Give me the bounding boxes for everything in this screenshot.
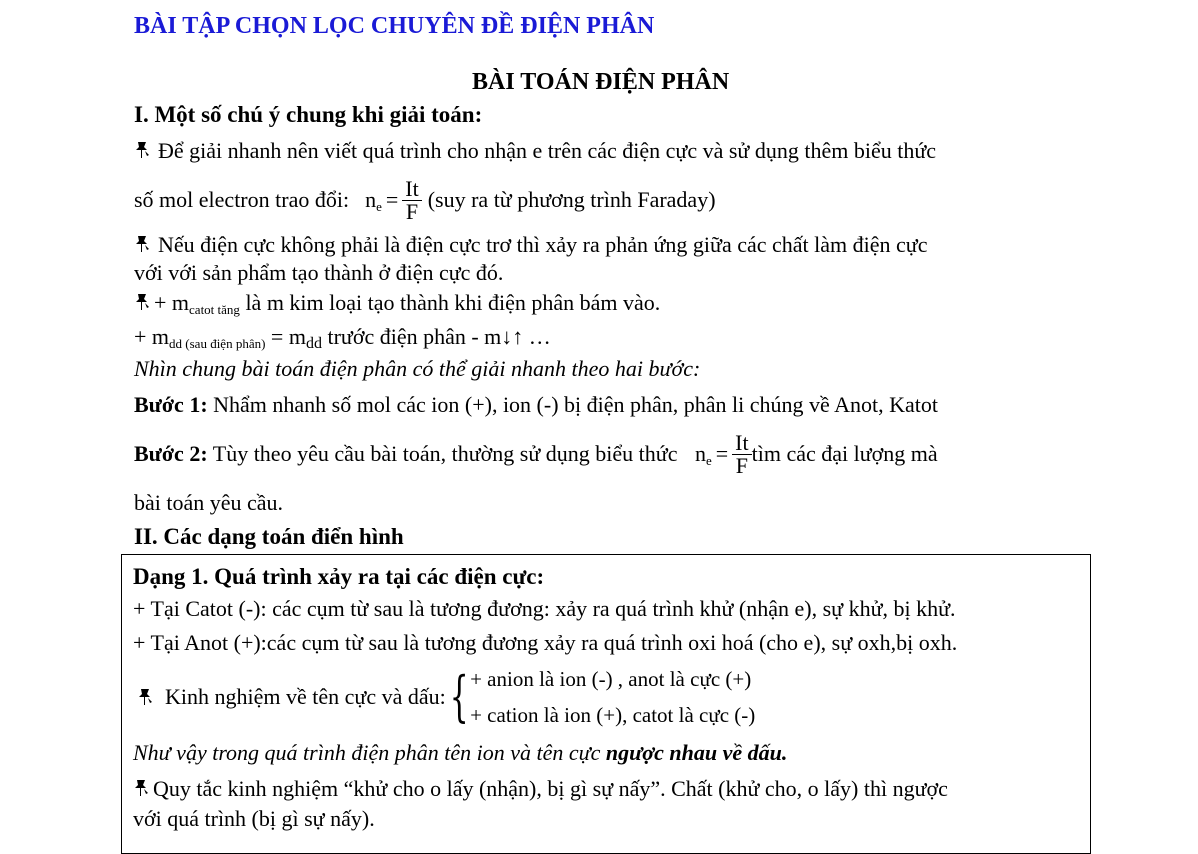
cases-block bbox=[470, 661, 755, 733]
rule-text-a: Quy tắc kinh nghiệm “khử cho o lấy (nhận), bị gì sự nấy”. Chất (khử cho, o lấy) thì ngược bbox=[153, 776, 948, 801]
pushpin-icon bbox=[133, 777, 151, 799]
box-line-experience bbox=[133, 662, 755, 732]
box-line-conclusion bbox=[133, 740, 787, 766]
section-heading-1: I. Một số chú ý chung khi giải toán: bbox=[134, 102, 483, 127]
paragraph-5: Nhìn chung bài toán điện phân có thể giải nhanh theo hai bước: bbox=[134, 356, 701, 381]
step-1-label: Bước 1: bbox=[134, 392, 208, 417]
formula-ne: $n_e$ bbox=[365, 187, 382, 214]
case-cation: + cation là ion (+), catot là cực (-) bbox=[470, 703, 756, 727]
experience-label: Kinh nghiệm về tên cực và dấu: bbox=[165, 684, 446, 709]
paragraph-1-line-1 bbox=[134, 138, 936, 164]
step-2-label: Bước 2: bbox=[134, 441, 208, 466]
formula-denominator: F bbox=[405, 198, 419, 224]
step-2 bbox=[134, 426, 938, 482]
step-1-text: Nhẩm nhanh số mol các ion (+), ion (-) bị điện phân, phân li chúng về Anot, Katot bbox=[207, 392, 938, 417]
formula-equals: = bbox=[385, 187, 399, 212]
paragraph-2-text-a: Nếu điện cực không phải là điện cực trơ thì xảy ra phản ứng giữa các chất làm điện cực bbox=[158, 232, 928, 257]
paragraph-2-line-1 bbox=[134, 232, 927, 258]
conclusion-text: Như vậy trong quá trình điện phân tên ion và tên cực bbox=[133, 740, 606, 765]
paragraph-2-line-2: với với sản phẩm tạo thành ở điện cực đó. bbox=[134, 260, 504, 285]
formula-denominator: F bbox=[735, 452, 749, 478]
p4-mid: = m bbox=[265, 324, 306, 349]
pushpin-icon bbox=[137, 686, 155, 708]
step-2-post: tìm các đại lượng mà bbox=[751, 441, 938, 466]
formula-equals: = bbox=[715, 441, 729, 466]
box-line-anot: + Tại Anot (+):các cụm từ sau là tương đương xảy ra quá trình oxi hoá (cho e), sự oxh,bị oxh. bbox=[133, 630, 958, 655]
document-header-title: BÀI TẬP CHỌN LỌC CHUYÊN ĐỀ ĐIỆN PHÂN bbox=[134, 13, 655, 39]
formula-fraction bbox=[732, 429, 751, 478]
paragraph-1-text-a: Để giải nhanh nên viết quá trình cho nhận e trên các điện cực và sử dụng thêm biểu thức bbox=[158, 138, 937, 163]
pushpin-icon bbox=[134, 139, 152, 161]
p4-subscript-1: dd (sau điện phân) bbox=[169, 336, 266, 351]
paragraph-1-text-b: số mol electron trao đổi: bbox=[134, 187, 350, 212]
box-line-rule-2: với quá trình (bị gì sự nấy). bbox=[133, 806, 375, 831]
pushpin-icon bbox=[134, 291, 152, 313]
p4-subscript-2: dd bbox=[305, 335, 322, 352]
conclusion-bold: ngược nhau về dấu. bbox=[605, 740, 788, 765]
page-title: BÀI TOÁN ĐIỆN PHÂN bbox=[472, 69, 730, 95]
step-2-text: Tùy theo yêu cầu bài toán, thường sử dụng biểu thức bbox=[207, 441, 683, 466]
section-heading-2: II. Các dạng toán điển hình bbox=[134, 524, 404, 549]
paragraph-3 bbox=[134, 290, 660, 316]
step-2-line-2: bài toán yêu cầu. bbox=[134, 490, 284, 515]
p3-subscript: catot tăng bbox=[189, 302, 240, 317]
case-anion: + anion là ion (-) , anot là cực (+) bbox=[470, 667, 752, 691]
paragraph-4 bbox=[134, 324, 551, 350]
box-title: Dạng 1. Quá trình xảy ra tại các điện cực: bbox=[133, 564, 545, 589]
p4-text: trước điện phân - m↓↑ … bbox=[321, 324, 551, 349]
box-line-rule-1 bbox=[133, 776, 948, 802]
formula-numerator: It bbox=[402, 178, 421, 201]
pushpin-icon bbox=[134, 233, 152, 255]
formula-numerator: It bbox=[732, 432, 751, 455]
paragraph-1-line-2 bbox=[134, 172, 716, 228]
paragraph-1-text-c: (suy ra từ phương trình Faraday) bbox=[427, 187, 716, 212]
p3-prefix: + m bbox=[154, 290, 190, 315]
p4-prefix: + m bbox=[134, 324, 170, 349]
p3-text: là m kim loại tạo thành khi điện phân bám vào. bbox=[239, 290, 661, 315]
box-line-catot: + Tại Catot (-): các cụm từ sau là tương đương: xảy ra quá trình khử (nhận e), sự khử, bị khử. bbox=[133, 596, 956, 621]
formula-fraction bbox=[402, 175, 421, 224]
step-1 bbox=[134, 392, 938, 418]
formula-ne: $n_e$ bbox=[694, 441, 712, 468]
left-brace: { bbox=[449, 665, 469, 728]
